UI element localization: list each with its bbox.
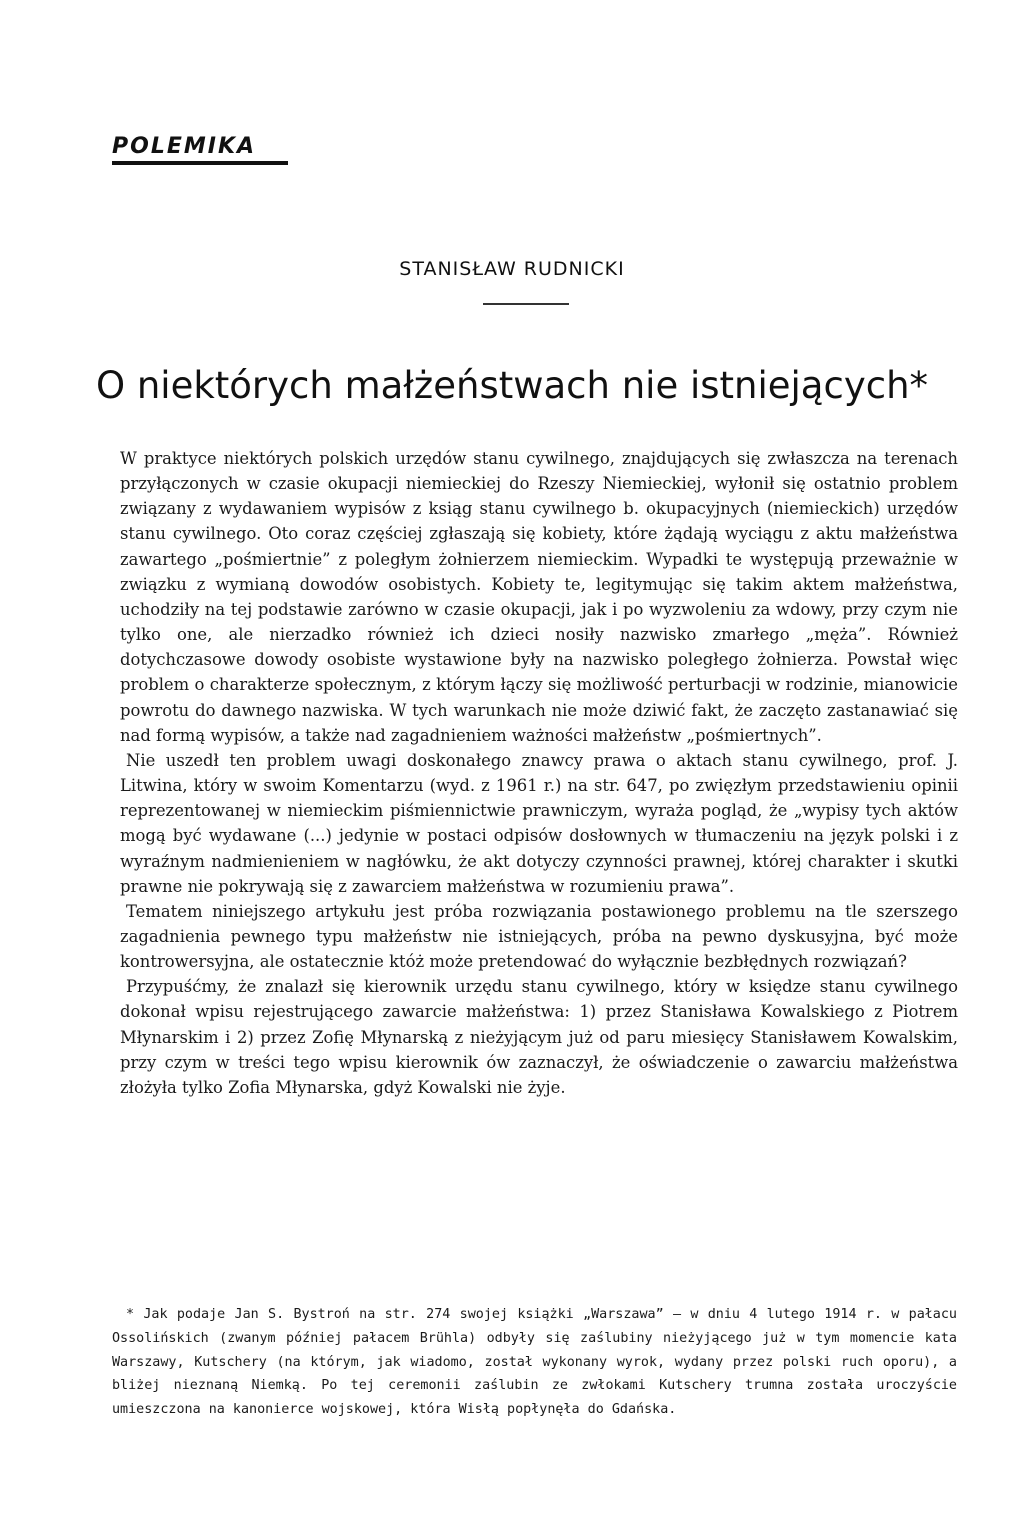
article-title: O niektórych małżeństwach nie istniejących* <box>95 364 929 407</box>
footnote-block <box>112 1303 957 1422</box>
body-paragraph: Nie uszedł ten problem uwagi doskonałego znawcy prawa o aktach stanu cywilnego, prof. J. Litwina, który w swoim Komentarzu (wyd. z 1961 r.) na str. 647, po zwięzłym przedstawieniu opinii reprezentowanej w niemieckim piśmiennictwie prawniczym, wyraża pogląd, że „wypisy tych aktów mogą być wydawane (...) jedynie w postaci odpisów dosłownych w tłumaczeniu na język polski i z wyraźnym nadmienieniem w nagłówku, że akt dotyczy czynności prawnej, której charakter i skutki prawne nie pokrywają się z zawarciem małżeństwa w rozumieniu prawa”. <box>120 750 958 896</box>
body-paragraph: Przypuśćmy, że znalazł się kierownik urzędu stanu cywilnego, który w księdze stanu cywilnego dokonał wpisu rejestrującego zawarcie małżeństwa: 1) przez Stanisława Kowalskiego z Piotrem Młynarskim i 2) przez Zofię Młynarską z nieżyjącym już od paru miesięcy Stanisławem Kowalskim, przy czym w treści tego wpisu kierownik ów zaznaczył, że oświadczenie o zawarciu małżeństwa złożyła tylko Zofia Młynarska, gdyż Kowalski nie żyje. <box>120 977 958 1097</box>
author-name: STANISŁAW RUDNICKI <box>399 258 625 280</box>
body-paragraph: W praktyce niektórych polskich urzędów stanu cywilnego, znajdujących się zwłaszcza na terenach przyłączonych w czasie okupacji niemieckiej do Rzeszy Niemieckiej, wyłonił się ostatnio problem związany z wydawaniem wypisów z ksiąg stanu cywilnego b. okupacyjnych (niemieckich) urzędów stanu cywilnego. Oto coraz częściej zgłaszają się kobiety, które żądają wyciągu z aktu małżeństwa zawartego „pośmiertnie” z poległym żołnierzem niemieckim. Wypadki te występują przeważnie w związku z wymianą dowodów osobistych. Kobiety te, legitymując się takim aktem małżeństwa, uchodziły na tej podstawie zarówno w czasie okupacji, jak i po wyzwoleniu za wdowy, przy czym nie tylko one, ale nierzadko również ich dzieci nosiły nazwisko zmarłego „męża”. Również dotychczasowe dowody osobiste wystawione były na nazwisko poległego żołnierza. Powstał więc problem o charakterze społecznym, z którym łączy się możliwość perturbacji w rodzinie, mianowicie powrotu do dawnego nazwiska. W tych warunkach nie może dziwić fakt, że zaczęto zastanawiać się nad formą wypisów, a także nad zagadnieniem ważności małżeństw „pośmiertnych”. <box>120 449 958 745</box>
body-paragraph: Tematem niniejszego artykułu jest próba rozwiązania postawionego problemu na tle szerszego zagadnienia pewnego typu małżeństw nie istniejących, próba na pewno dyskusyjna, być może kontrowersyjna, ale ostatecznie któż może pretendować do wyłącznie bezbłędnych rozwiązań? <box>120 901 958 972</box>
section-underline <box>112 161 288 165</box>
footnote: * Jak podaje Jan S. Bystroń na str. 274 swojej książki „Warszawa” — w dniu 4 lutego 1914 r. w pałacu Ossolińskich (zwanym później pałacem Brühla) odbyły się zaślubiny nieżyjącego już w tym momencie kata Warszawy, Kutschery (na którym, jak wiadomo, został wykonany wyrok, wydany przez polski ruch oporu), a bliżej nieznaną Niemką. Po tej ceremonii zaślubin ze zwłokami Kutschery trumna została uroczyście umieszczona na kanonierce wojskowej, która Wisłą popłynęła do Gdańska. <box>112 1307 957 1418</box>
author-divider <box>483 303 569 305</box>
section-label: POLEMIKA <box>112 134 257 159</box>
article-body <box>120 446 958 1100</box>
